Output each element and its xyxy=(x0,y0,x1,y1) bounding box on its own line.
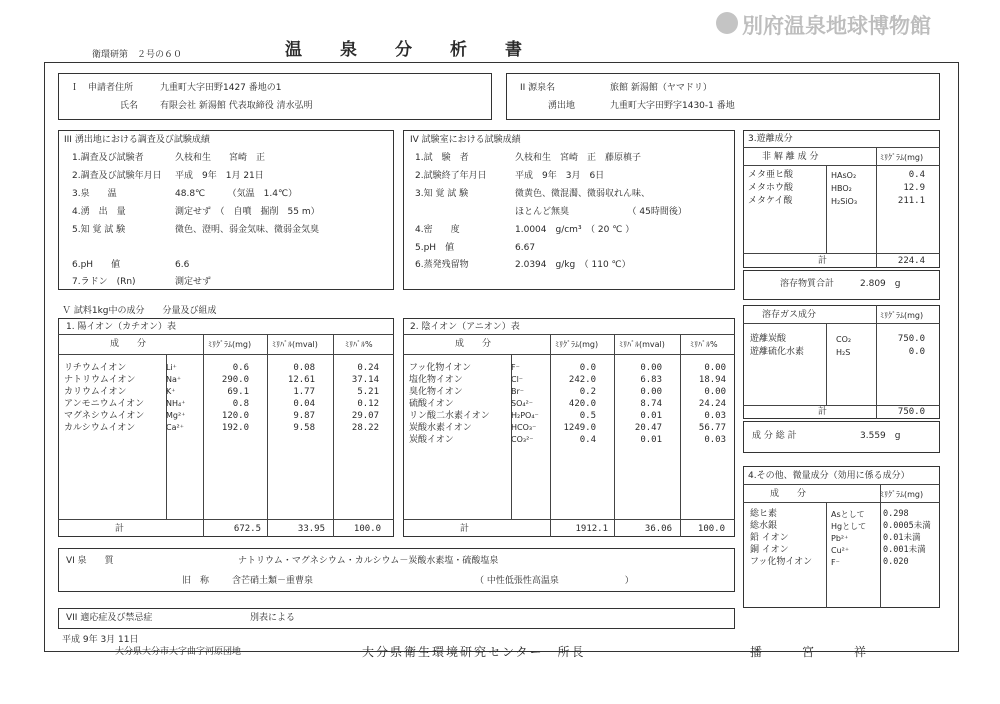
table-row xyxy=(407,434,728,446)
other-name: 総ヒ素 xyxy=(750,509,778,519)
anion-pct: 18.94 xyxy=(698,375,726,385)
site-row-value: 6.6 xyxy=(175,260,190,270)
undissociated-title: 3.遊離成分 xyxy=(748,134,793,144)
cation-name: ナトリウムイオン xyxy=(64,375,136,385)
dissolved-total-value: 2.809 g xyxy=(860,279,901,289)
gas-name: 遊離硫化水素 xyxy=(750,347,805,357)
cation-pct: 37.14 xyxy=(351,375,379,385)
cation-total-pct: 100.0 xyxy=(353,524,381,534)
anion-pct: 0.00 xyxy=(704,387,726,397)
anion-symbol: F⁻ xyxy=(511,363,520,372)
anion-mval: 0.00 xyxy=(640,387,662,397)
site-row-value: 測定せず xyxy=(175,277,212,287)
gas-header-unit: ﾐﾘｸﾞﾗﾑ(mg) xyxy=(880,311,924,320)
lab-row-value: 1.0004 g/cm³ （ 20 ℃ ） xyxy=(515,225,635,235)
gas-sym: CO₂ xyxy=(836,335,852,344)
dissolved-total-box xyxy=(743,270,940,300)
table-row xyxy=(407,362,728,374)
other-header-name: 成 分 xyxy=(770,489,807,499)
anion-pct: 0.00 xyxy=(704,363,726,373)
anion-table xyxy=(407,362,728,446)
cation-pct: 28.22 xyxy=(351,423,379,433)
other-header-unit: ﾐﾘｸﾞﾗﾑ(mg) xyxy=(880,490,924,499)
footer-director: 播 宮 祥 xyxy=(750,645,881,659)
table-row xyxy=(407,386,728,398)
lab-row-label: 3.知 覚 試 験 xyxy=(415,189,469,199)
gas-total: 750.0 xyxy=(897,407,925,417)
site-row-label: 2.調査及び試験年月日 xyxy=(72,171,162,181)
anion-total-label: 計 xyxy=(460,524,470,534)
site-row-value: 微色、澄明、弱金気味、微弱金気臭 xyxy=(175,225,320,235)
undissociated-name: メタケイ酸 xyxy=(748,196,793,206)
other-sym: Pb²⁺ xyxy=(831,534,849,543)
cation-table xyxy=(62,362,381,434)
cation-symbol: K⁺ xyxy=(166,387,176,396)
undissociated-sym: H₂SiO₃ xyxy=(831,197,858,206)
site-row-value: 測定せず （ 自噴 掘削 55 m） xyxy=(175,207,320,217)
table-row xyxy=(407,410,728,422)
table-row xyxy=(62,398,381,410)
lab-row-label: 4.密 度 xyxy=(415,225,460,235)
museum-logo-icon xyxy=(716,12,738,34)
table-row xyxy=(62,410,381,422)
cation-mg: 69.1 xyxy=(227,387,249,397)
lab-row-value: 2.0394 g/kg （ 110 ℃） xyxy=(515,260,631,270)
cation-mg: 0.6 xyxy=(232,363,249,373)
footer-address: 大分県大分市大字曲字河原団地 xyxy=(115,647,242,657)
source-name: 旅館 新湯館（ヤマドリ） xyxy=(610,83,712,93)
anion-name: 炭酸水素イオン xyxy=(409,423,472,433)
anion-name: 臭化物イオン xyxy=(409,387,463,397)
anion-mg: 0.0 xyxy=(579,363,596,373)
other-mg: 0.01未満 xyxy=(883,533,921,543)
grand-total-label: 成 分 総 計 xyxy=(752,431,797,441)
lab-row-label: 1.試 験 者 xyxy=(415,153,469,163)
anion-mg: 0.2 xyxy=(579,387,596,397)
page-title: 温泉分析書 xyxy=(285,40,560,60)
anion-mval: 0.01 xyxy=(640,411,662,421)
anion-pct: 0.03 xyxy=(704,411,726,421)
anion-name: 塩化物イオン xyxy=(409,375,463,385)
undissociated-sym: HAsO₂ xyxy=(831,171,857,180)
table-row xyxy=(62,386,381,398)
undissociated-mg: 0.4 xyxy=(908,170,925,180)
anion-mg: 1249.0 xyxy=(563,423,596,433)
quality-value: ナトリウム・マグネシウム・カルシウム－炭酸水素塩・硫酸塩泉 xyxy=(238,556,499,566)
site-row-label: 7.ラドン (Rn) xyxy=(72,277,136,287)
cation-symbol: Li⁺ xyxy=(166,363,177,372)
cation-mg: 290.0 xyxy=(221,375,249,385)
cation-pct: 0.24 xyxy=(357,363,379,373)
anion-mg: 242.0 xyxy=(568,375,596,385)
anion-name: フッ化物イオン xyxy=(409,363,472,373)
indications-box xyxy=(58,608,735,629)
anion-name: 硫酸イオン xyxy=(409,399,454,409)
cation-symbol: Mg²⁺ xyxy=(166,411,186,420)
undissociated-header-unit: ﾐﾘｸﾞﾗﾑ(mg) xyxy=(880,153,924,162)
cation-name: カルシウムイオン xyxy=(64,423,136,433)
lab-row-label: 2.試験終了年月日 xyxy=(415,171,487,181)
cation-mval: 12.61 xyxy=(287,375,315,385)
footer-center: 大分県衛生環境研究センター 所長 xyxy=(362,645,586,659)
dissolved-total-label: 溶存物質合計 xyxy=(780,279,835,289)
undissociated-name: メタ亜ヒ酸 xyxy=(748,170,794,180)
site-row-label: 4.湧 出 量 xyxy=(72,207,126,217)
site-row-label: 1.調査及び試験者 xyxy=(72,153,144,163)
cation-header-mg: ﾐﾘｸﾞﾗﾑ(mg) xyxy=(208,340,252,349)
anion-mval: 8.74 xyxy=(640,399,662,409)
cation-header-mval: ﾐﾘﾊﾞﾙ(mval) xyxy=(272,340,318,349)
cation-name: カリウムイオン xyxy=(64,387,127,397)
other-name: 総水銀 xyxy=(750,521,778,531)
anion-total-mg: 1912.1 xyxy=(575,524,608,534)
other-mg: 0.298 xyxy=(883,509,909,519)
cation-total-mg: 672.5 xyxy=(233,524,261,534)
anion-total-mval: 36.06 xyxy=(644,524,672,534)
source-name-label: II 源泉名 xyxy=(520,83,556,93)
source-place-label: 湧出地 xyxy=(548,101,576,111)
cation-name: マグネシウムイオン xyxy=(64,411,145,421)
cation-mval: 0.08 xyxy=(293,363,315,373)
anion-name: 炭酸イオン xyxy=(409,435,454,445)
cation-mval: 9.87 xyxy=(293,411,315,421)
indications-value: 別表による xyxy=(250,613,296,623)
anion-header-mval: ﾐﾘﾊﾞﾙ(mval) xyxy=(619,340,665,349)
cation-title: 1. 陽イオン（カチオン）表 xyxy=(66,322,176,332)
old-name-value: 含芒硝土類－重曹泉 xyxy=(232,576,314,586)
anion-header-name: 成 分 xyxy=(455,339,492,349)
applicant-name-label: 氏名 xyxy=(120,101,139,111)
site-row-label: 3.泉 温 xyxy=(72,189,117,199)
quality-note: （ 中性低張性高温泉 ） xyxy=(475,576,634,586)
applicant-address-label: Ｉ 申請者住所 xyxy=(70,83,134,93)
footer-date: 平成 9年 3月 11日 xyxy=(62,635,139,645)
cation-pct: 29.07 xyxy=(351,411,379,421)
undissociated-mg: 12.9 xyxy=(903,183,925,193)
applicant-address: 九重町大字田野1427 番地の1 xyxy=(160,83,282,93)
cation-pct: 0.12 xyxy=(357,399,379,409)
cation-mval: 9.58 xyxy=(293,423,315,433)
sample-title: Ｖ 試料1kg中の成分 分量及び組成 xyxy=(62,306,217,316)
cation-pct: 5.21 xyxy=(357,387,379,397)
cation-name: アンモニウムイオン xyxy=(64,399,145,409)
gas-name: 遊離炭酸 xyxy=(750,334,787,344)
anion-pct: 24.24 xyxy=(698,399,726,409)
anion-pct: 56.77 xyxy=(698,423,726,433)
anion-mval: 0.00 xyxy=(640,363,662,373)
cation-header-pct: ﾐﾘﾊﾞﾙ% xyxy=(345,340,373,349)
site-row-value: 48.8℃ （気温 1.4℃） xyxy=(175,189,298,199)
anion-mval: 0.01 xyxy=(640,435,662,445)
anion-mval: 6.83 xyxy=(640,375,662,385)
anion-mg: 420.0 xyxy=(568,399,596,409)
cation-symbol: NH₄⁺ xyxy=(166,399,186,408)
table-row xyxy=(62,422,381,434)
anion-name: リン酸二水素イオン xyxy=(409,411,490,421)
anion-symbol: CO₃²⁻ xyxy=(511,435,534,444)
other-sym: Hgとして xyxy=(831,522,867,531)
anion-symbol: Br⁻ xyxy=(511,387,524,396)
lab-title: IV 試験室における試験成績 xyxy=(410,135,521,145)
anion-header-mg: ﾐﾘｸﾞﾗﾑ(mg) xyxy=(555,340,599,349)
undissociated-header-name: 非 解 離 成 分 xyxy=(762,152,819,162)
other-name: フッ化物イオン xyxy=(750,557,813,567)
watermark-text: 別府温泉地球博物館 xyxy=(742,14,931,38)
cation-total-label: 計 xyxy=(115,524,125,534)
anion-mval: 20.47 xyxy=(634,423,662,433)
anion-pct: 0.03 xyxy=(704,435,726,445)
lab-row-value: 平成 9年 3月 6日 xyxy=(515,171,605,181)
anion-symbol: HCO₃⁻ xyxy=(511,423,537,432)
cation-mval: 0.04 xyxy=(293,399,315,409)
lab-row-value: 6.67 xyxy=(515,243,536,253)
cation-name: リチウムイオン xyxy=(64,363,127,373)
undissociated-total-label: 計 xyxy=(818,256,828,266)
lab-row-label: 5.pH 値 xyxy=(415,243,455,253)
other-sym: Asとして xyxy=(831,510,865,519)
cation-mg: 0.8 xyxy=(232,399,249,409)
anion-header-pct: ﾐﾘﾊﾞﾙ% xyxy=(690,340,718,349)
lab-row-value: 久枝和生 宮崎 正 藤原槙子 xyxy=(515,153,642,163)
anion-symbol: H₂PO₄⁻ xyxy=(511,411,539,420)
undissociated-name: メタホウ酸 xyxy=(748,183,794,193)
other-mg: 0.020 xyxy=(883,557,909,567)
lab-row-label: 6.蒸発残留物 xyxy=(415,260,469,270)
other-mg: 0.0005未満 xyxy=(883,521,931,531)
table-row xyxy=(407,374,728,386)
anion-symbol: Cl⁻ xyxy=(511,375,524,384)
gas-header-name: 溶存ガス成分 xyxy=(762,310,817,320)
undissociated-mg: 211.1 xyxy=(897,196,925,206)
table-row xyxy=(407,422,728,434)
other-sym: F⁻ xyxy=(831,558,840,567)
grand-total-value: 3.559 g xyxy=(860,431,901,441)
table-row xyxy=(62,362,381,374)
lab-row-value: 微黄色、微混濁、微弱収れん味、 xyxy=(515,189,651,199)
other-title: 4.その他、微量成分（効用に係る成分） xyxy=(748,471,910,481)
site-row-label: 6.pH 値 xyxy=(72,260,121,270)
table-row xyxy=(62,374,381,386)
quality-label: VI 泉 質 xyxy=(66,556,114,566)
site-title: III 湧出地における調査及び試験成績 xyxy=(64,135,210,145)
applicant-name: 有限会社 新湯館 代表取締役 清水弘明 xyxy=(160,101,313,111)
other-sym: Cu²⁺ xyxy=(831,546,850,555)
undissociated-sym: HBO₂ xyxy=(831,184,852,193)
site-row-value: 久枝和生 宮崎 正 xyxy=(175,153,266,163)
lab-row-value: ほとんど無臭 （ 45時間後） xyxy=(515,207,687,217)
cation-mval: 1.77 xyxy=(293,387,315,397)
site-row-value: 平成 9年 1月 21日 xyxy=(175,171,264,181)
anion-total-pct: 100.0 xyxy=(697,524,725,534)
anion-title: 2. 陰イオン（アニオン）表 xyxy=(410,322,520,332)
cation-total-mval: 33.95 xyxy=(297,524,325,534)
cation-symbol: Na⁺ xyxy=(166,375,182,384)
applicant-box xyxy=(58,73,492,120)
cation-header-name: 成 分 xyxy=(110,339,147,349)
gas-sym: H₂S xyxy=(836,348,851,357)
old-name-label: 旧 称 xyxy=(182,576,210,586)
document-number: 衛環研第 ２号の６０ xyxy=(92,50,183,60)
other-name: 銅 イオン xyxy=(750,545,789,555)
source-place: 九重町大字田野字1430-1 番地 xyxy=(610,101,735,111)
other-mg: 0.001未満 xyxy=(883,545,926,555)
anion-mg: 0.5 xyxy=(579,411,596,421)
cation-mg: 192.0 xyxy=(221,423,249,433)
cation-symbol: Ca²⁺ xyxy=(166,423,184,432)
anion-symbol: SO₄²⁻ xyxy=(511,399,534,408)
other-name: 鉛 イオン xyxy=(750,533,789,543)
gas-total-label: 計 xyxy=(818,407,828,417)
gas-mg: 0.0 xyxy=(908,347,925,357)
cation-mg: 120.0 xyxy=(221,411,249,421)
site-row-label: 5.知 覚 試 験 xyxy=(72,225,126,235)
source-box xyxy=(506,73,940,120)
anion-mg: 0.4 xyxy=(579,435,596,445)
indications-label: VII 適応症及び禁忌症 xyxy=(66,613,153,623)
gas-mg: 750.0 xyxy=(897,334,925,344)
undissociated-total: 224.4 xyxy=(897,256,925,266)
table-row xyxy=(407,398,728,410)
